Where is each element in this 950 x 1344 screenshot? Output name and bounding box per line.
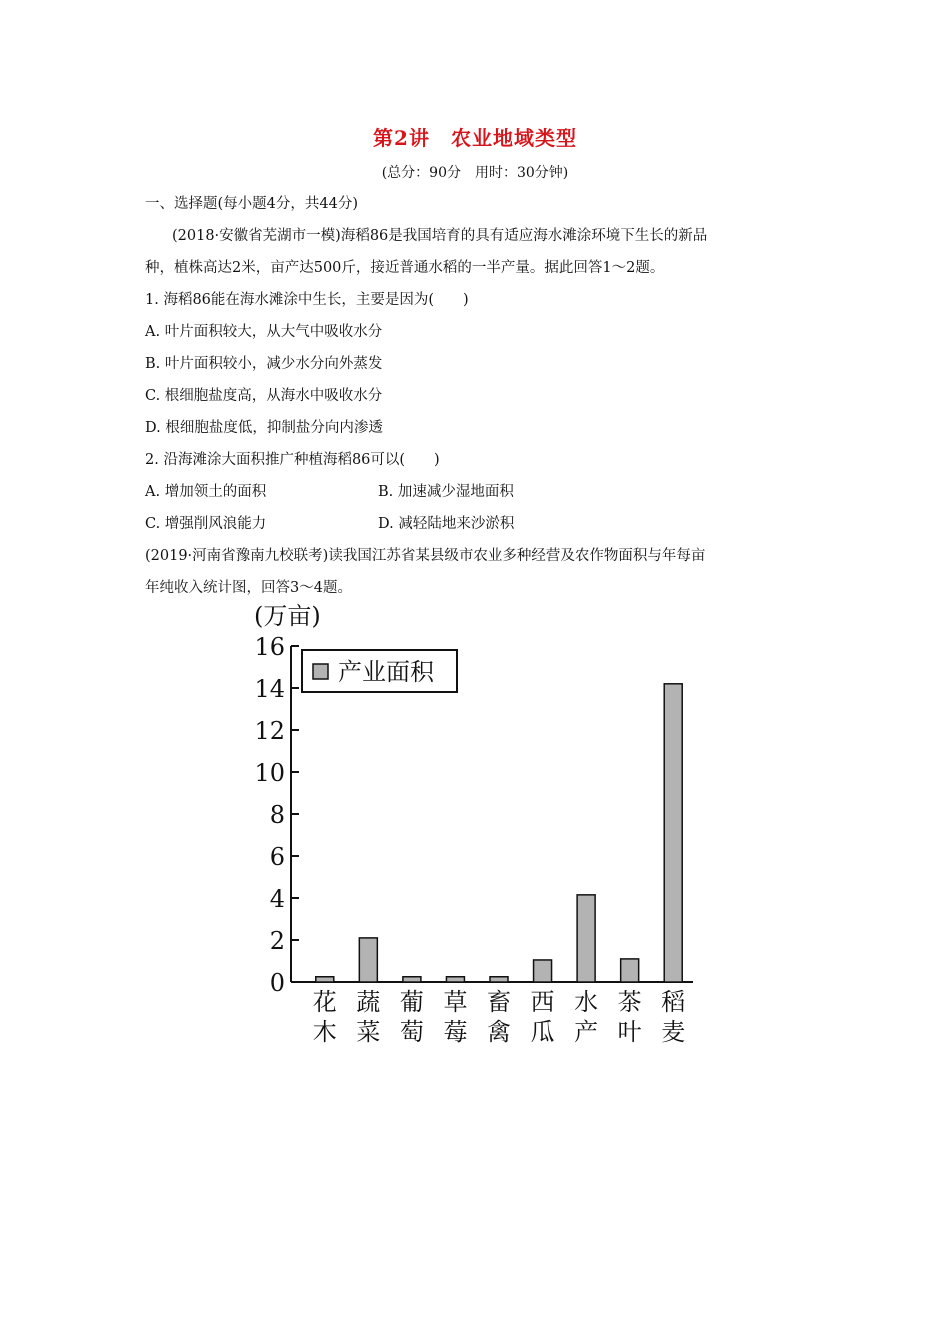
q2-option-d: D. 减轻陆地来沙淤积 [378,516,515,532]
q2-option-a: A. 增加领土的面积 [145,484,267,500]
x-category-label: 萄 [399,1018,424,1046]
bar [621,959,639,982]
x-category-label: 莓 [443,1018,468,1046]
legend [302,650,457,692]
bar [446,977,464,982]
x-category-label: 茶 [617,988,642,1016]
x-labels [313,988,685,1046]
x-category-label: 水 [574,988,599,1016]
y-axis-unit: (万亩) [254,602,321,630]
x-category-label: 瓜 [530,1018,555,1046]
bar [316,977,334,982]
x-category-label: 畜 [487,988,511,1016]
bar [577,895,595,982]
q1-option-a: A. 叶片面积较大，从大气中吸收水分 [145,324,383,340]
y-tick-label: 10 [254,759,285,787]
x-category-label: 产 [574,1018,599,1046]
q2-option-c: C. 增强削风浪能力 [145,516,267,532]
legend-swatch [313,664,328,679]
x-category-label: 草 [443,988,468,1016]
x-category-label: 花 [312,988,337,1016]
y-tick-label: 8 [269,801,285,829]
y-tick-label: 16 [254,633,285,661]
y-ticks [254,633,299,997]
x-category-label: 禽 [487,1018,511,1046]
q1-option-c: C. 根细胞盐度高，从海水中吸收水分 [145,388,383,404]
intro1-line2: 种，植株高达2米，亩产达500斤，接近普通水稻的一半产量。据此回答1～2题。 [145,260,665,276]
x-category-label: 木 [312,1018,337,1046]
y-tick-label: 14 [254,675,285,703]
x-category-label: 菜 [356,1018,381,1046]
intro1-line1: (2018·安徽省芜湖市一模)海稻86是我国培育的具有适应海水滩涂环境下生长的新品 [172,228,708,244]
x-category-label: 西 [530,988,555,1016]
bar [359,938,377,982]
intro2-line2: 年纯收入统计图，回答3～4题。 [145,580,352,596]
area-bar-chart [240,598,710,1048]
x-category-label: 麦 [661,1018,686,1046]
score-time-note: (总分：90分 用时：30分钟) [381,165,569,181]
y-tick-label: 0 [269,969,285,997]
q2-stem: 2. 沿海滩涂大面积推广种植海稻86可以( ) [145,452,440,468]
bars [316,684,682,982]
q1-stem: 1. 海稻86能在海水滩涂中生长，主要是因为( ) [145,292,469,308]
q2-option-b: B. 加速减少湿地面积 [378,484,514,500]
q1-option-d: D. 根细胞盐度低，抑制盐分向内渗透 [145,420,383,436]
y-tick-label: 2 [269,927,285,955]
x-category-label: 叶 [617,1018,642,1046]
q1-option-b: B. 叶片面积较小，减少水分向外蒸发 [145,356,383,372]
intro2-line1: (2019·河南省豫南九校联考)读我国江苏省某县级市农业多种经营及农作物面积与年每亩 [145,548,706,564]
bar [534,960,552,982]
x-category-label: 稻 [661,988,686,1016]
y-tick-label: 4 [269,885,285,913]
section-heading: 一、选择题(每小题4分，共44分) [145,196,358,212]
legend-label: 产业面积 [338,658,434,686]
y-tick-label: 12 [254,717,285,745]
bar [664,684,682,982]
page-title: 第2讲 农业地域类型 [373,126,577,150]
x-category-label: 葡 [399,988,424,1016]
bar [403,977,421,982]
y-tick-label: 6 [269,843,285,871]
x-category-label: 蔬 [356,988,381,1016]
bar [490,977,508,982]
